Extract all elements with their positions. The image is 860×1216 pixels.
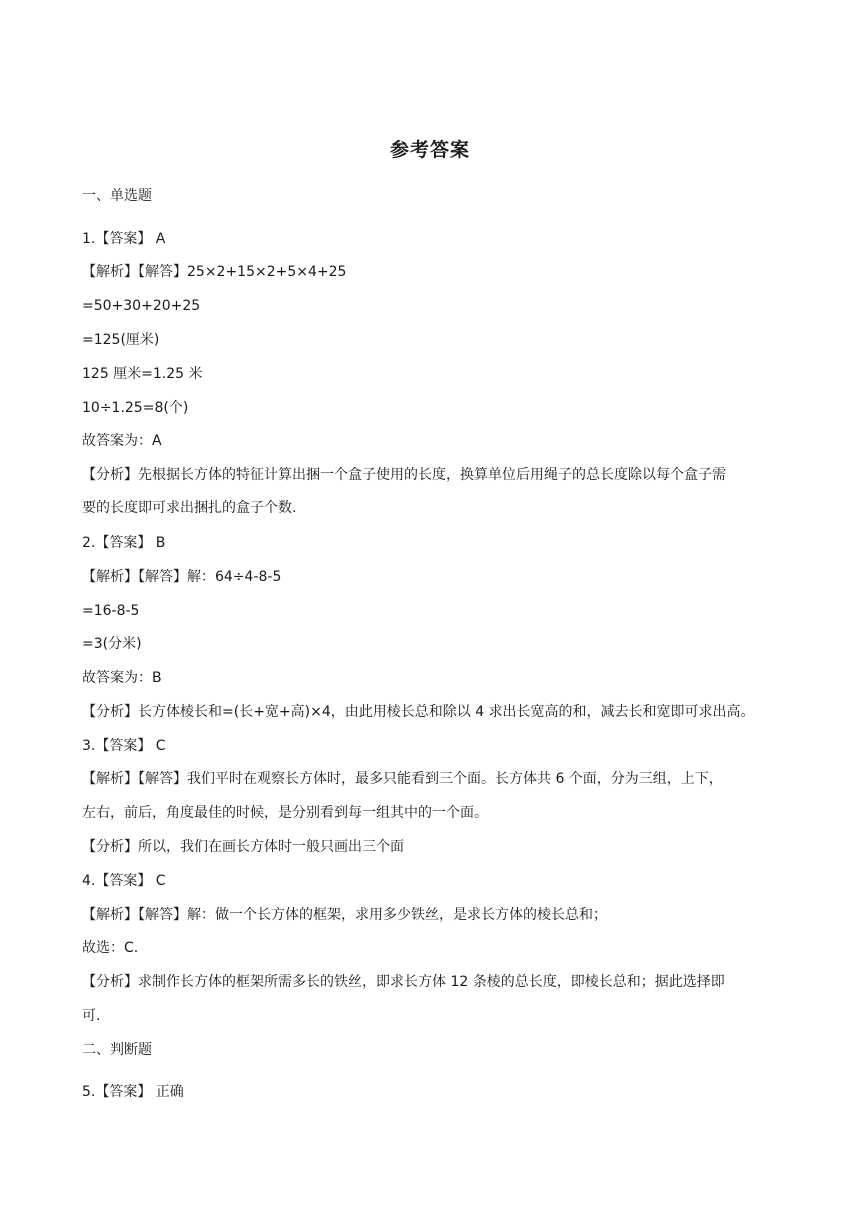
section-heading: 二、判断题 [82,1042,152,1058]
conclusion-line: 故答案为：A [82,433,162,449]
conclusion-line: 故选：C. [82,940,139,956]
conclusion-line: 故答案为：B [82,670,162,686]
analysis-line: 【解析】【解答】解：64÷4-8-5 [82,569,282,585]
analysis-line: 【解析】【解答】我们平时在观察长方体时，最多只能看到三个面。长方体共 6 个面，分为三组，上下， [82,771,723,787]
analysis-line: 【分析】求制作长方体的框架所需多长的铁丝，即求长方体 12 条棱的总长度，即棱长总和；据此选择即 [82,974,725,990]
answer-line: 4.【答案】 C [82,873,166,889]
answer-line: 3.【答案】 C [82,738,166,754]
answer-line: 5.【答案】 正确 [82,1084,184,1100]
analysis-line: 【解析】【解答】解：做一个长方体的框架，求用多少铁丝，是求长方体的棱长总和； [82,907,607,923]
calc-line: =16-8-5 [82,603,140,619]
calc-line: 10÷1.25=8(个) [82,400,189,416]
page-title: 参考答案 [389,139,470,161]
analysis-line: 左右，前后，角度最佳的时候，是分别看到每一组其中的一个面。 [82,805,488,821]
calc-line: =50+30+20+25 [82,298,201,314]
answer-line: 2.【答案】 B [82,535,166,551]
section-heading: 一、单选题 [82,188,152,204]
analysis-line: 【分析】长方体棱长和=(长+宽+高)×4，由此用棱长总和除以 4 求出长宽高的和，减去长和宽即可求出高。 [82,704,755,720]
calc-line: =3(分米) [82,636,142,652]
analysis-line: 【解析】【解答】25×2+15×2+5×4+25 [82,264,347,280]
analysis-line: 要的长度即可求出捆扎的盒子个数. [82,500,297,516]
analysis-line: 可. [82,1008,101,1024]
analysis-line: 【分析】先根据长方体的特征计算出捆一个盒子使用的长度，换算单位后用绳子的总长度除以每个盒子需 [82,467,726,483]
calc-line: 125 厘米=1.25 米 [82,366,203,382]
calc-line: =125(厘米) [82,332,160,348]
answer-line: 1.【答案】 A [82,231,166,247]
analysis-line: 【分析】所以，我们在画长方体时一般只画出三个面 [82,839,404,855]
